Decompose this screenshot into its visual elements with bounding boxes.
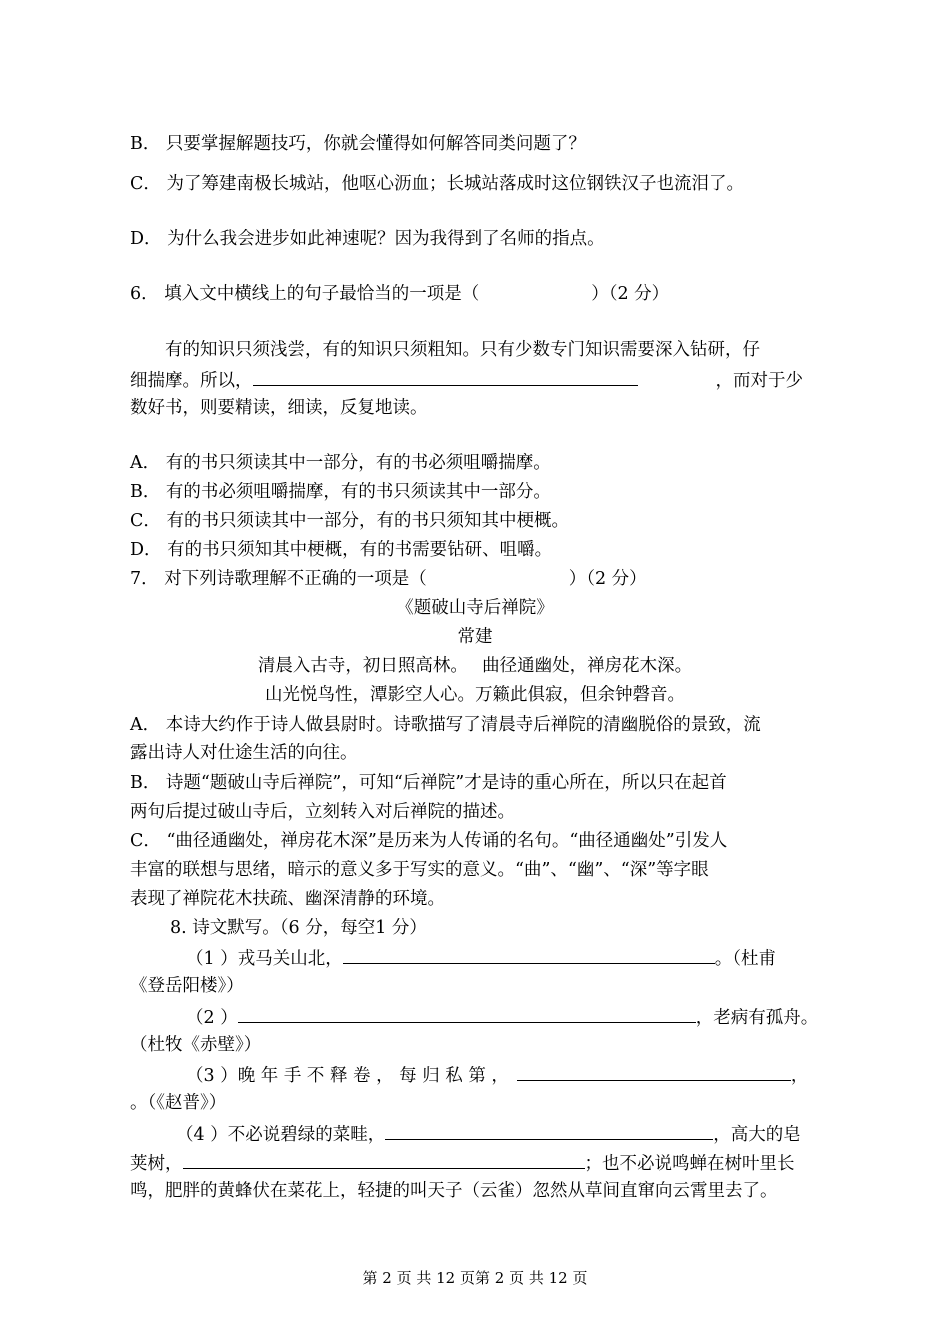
q8-item4-line2-end: ；也不必说鸣蝉在树叶里长 xyxy=(584,1154,795,1174)
q8-item4-text-end: ，高大的皂 xyxy=(713,1125,801,1145)
page-footer: 第 2 页 共 12 页第 2 页 共 12 页 xyxy=(362,1269,588,1287)
q8-item3 xyxy=(186,1062,808,1088)
q7-option-c-line1: C． “曲径通幽处，禅房花木深”是历来为人传诵的名句。“曲径通幽处”引发人 xyxy=(130,831,728,851)
q8-item3-line2: 。（《赵普》） xyxy=(130,1093,227,1113)
q8-item2-text-end: ，老病有孤舟。 xyxy=(695,1008,819,1028)
q7-option-b-line2: 两句后提过破山寺后，立刻转入对后禅院的描述。 xyxy=(130,802,515,822)
q6-stem xyxy=(130,282,669,306)
poem-line-1: 清晨入古寺，初日照高林。 曲径通幽处，禅房花木深。 xyxy=(257,656,693,676)
q7-option-a-line2: 露出诗人对仕途生活的向往。 xyxy=(130,743,358,763)
q8-item1-line2: 《登岳阳楼》） xyxy=(130,976,244,996)
q7-option-c-line2: 丰富的联想与思绪，暗示的意义多于写实的意义。“曲”、“幽”、“深”等字眼 xyxy=(130,860,709,880)
q8-item1-text: （1 ）戎马关山北， xyxy=(186,949,343,969)
q6-passage-line1: 有的知识只须浅尝，有的知识只须粗知。只有少数专门知识需要深入钻研，仔 xyxy=(165,340,760,360)
q6-score: ）（2 分） xyxy=(591,284,670,304)
poem-author: 常建 xyxy=(457,627,493,647)
q6-option-d: D． 有的书只须知其中梗概，有的书需要钻研、咀嚼。 xyxy=(130,540,553,560)
q7-stem xyxy=(130,567,647,591)
q8-item4 xyxy=(176,1121,801,1147)
q7-option-a-line1: A． 本诗大约作于诗人做县尉时。诗歌描写了清晨寺后禅院的清幽脱俗的景致，流 xyxy=(130,715,761,735)
q6-passage-line2 xyxy=(130,367,803,393)
q8-item4-text: （4 ）不必说碧绿的菜畦， xyxy=(176,1125,386,1145)
q6-option-a: A． 有的书只须读其中一部分，有的书必须咀嚼揣摩。 xyxy=(130,453,551,473)
poem-line-2: 山光悦鸟性，潭影空人心。万籁此俱寂，但余钟磬音。 xyxy=(265,685,685,705)
q8-item3-blank xyxy=(517,1062,791,1081)
q8-item1-source: 。（杜甫 xyxy=(714,949,776,969)
q8-item4-line2 xyxy=(130,1150,795,1176)
q6-stem-text: 6． 填入文中横线上的句子最恰当的一项是（ xyxy=(130,284,480,304)
q8-item4-line2-text: 荚树， xyxy=(130,1154,183,1174)
q8-item4-line3: 鸣，肥胖的黄蜂伏在菜花上，轻捷的叫天子（云雀）忽然从草间直窜向云霄里去了。 xyxy=(130,1181,778,1201)
q8-item2-blank xyxy=(238,1004,696,1023)
q8-item1-blank xyxy=(343,945,715,964)
q7-option-c-line3: 表现了禅院花木扶疏、幽深清静的环境。 xyxy=(130,889,445,909)
q8-title: 8. 诗文默写。（6 分，每空1 分） xyxy=(170,918,427,938)
q8-item1 xyxy=(186,945,776,971)
q5-option-c: C． 为了筹建南极长城站，他呕心沥血；长城站落成时这位钢铁汉子也流泪了。 xyxy=(130,174,744,194)
q8-item4-blank-1 xyxy=(385,1121,713,1140)
q5-option-d: D． 为什么我会进步如此神速呢？因为我得到了名师的指点。 xyxy=(130,229,605,249)
q8-item2 xyxy=(186,1004,818,1030)
q8-item3-text-end: ， xyxy=(790,1066,809,1086)
q6-passage-text: 细揣摩。所以， xyxy=(130,371,253,391)
q7-option-b-line1: B． 诗题“题破山寺后禅院”，可知“后禅院”才是诗的重心所在，所以只在起首 xyxy=(130,773,727,793)
q8-item2-text: （2 ） xyxy=(186,1008,238,1028)
q5-option-b: B． 只要掌握解题技巧，你就会懂得如何解答同类问题了？ xyxy=(130,134,586,154)
q8-item3-text: （3 ）晚 年 手 不 释 卷 ， 每 归 私 第 ， xyxy=(186,1066,509,1086)
poem-title: 《题破山寺后禅院》 xyxy=(396,598,554,618)
q6-option-b: B． 有的书必须咀嚼揣摩，有的书只须读其中一部分。 xyxy=(130,482,551,502)
q7-score: ）（2 分） xyxy=(568,569,647,589)
q7-stem-text: 7． 对下列诗歌理解不正确的一项是（ xyxy=(130,569,427,589)
q6-passage-text-end: ，而对于少 xyxy=(715,371,803,391)
q8-item2-line2: （杜牧《赤壁》） xyxy=(130,1035,262,1055)
q6-fill-blank xyxy=(253,367,638,386)
q8-item4-blank-2 xyxy=(183,1150,585,1169)
q6-passage-line3: 数好书，则要精读，细读，反复地读。 xyxy=(130,398,428,418)
q6-option-c: C． 有的书只须读其中一部分，有的书只须知其中梗概。 xyxy=(130,511,569,531)
